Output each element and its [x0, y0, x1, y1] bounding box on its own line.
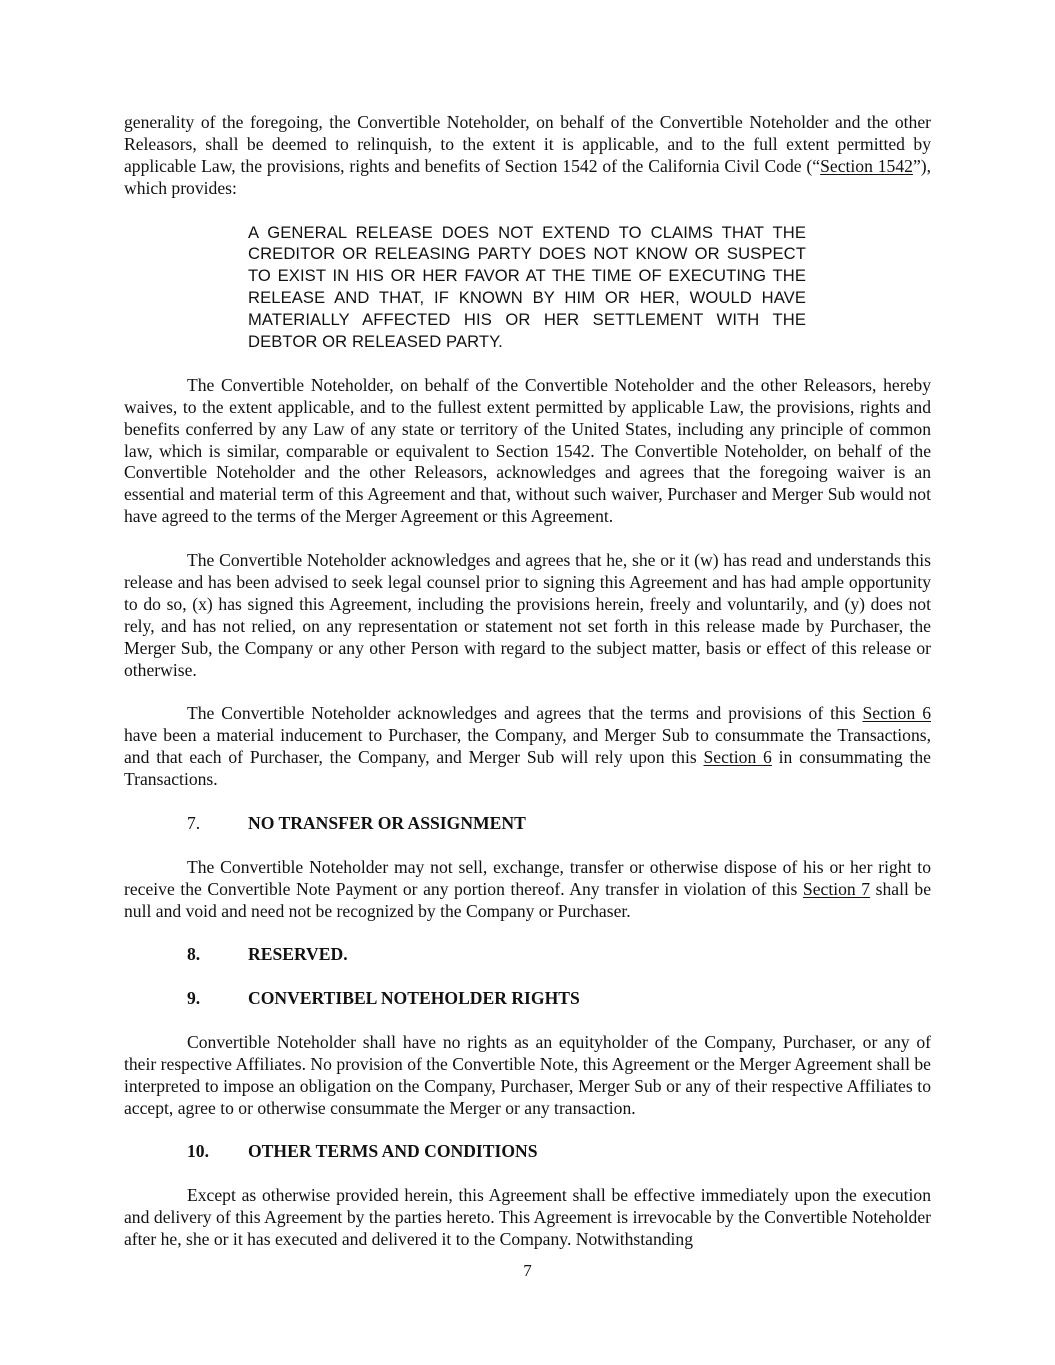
section-9-text: Convertible Noteholder shall have no rights as an equityholder of the Company, Purchaser, or any of their respective Affiliates. No provision of the Convertible Note, this Agreement or the Merger Agreement shall be interpreted to impose an obligation on the Company, Purchaser, Merger Sub or any of their respective Affiliates to accept, agree to or otherwise consummate the Merger or any transaction.: [124, 1031, 931, 1118]
section-10-text: Except as otherwise provided herein, this Agreement shall be effective immediately upon the execution and delivery of this Agreement by the parties hereto. This Agreement is irrevocable by the Convertible Noteholder after he, she or it has executed and delivered it to the Company. Notwithstanding: [124, 1185, 931, 1250]
section-7-text: The Convertible Noteholder may not sell, exchange, transfer or otherwise dispose of his or her right to receive the Convertible Note Payment or any portion thereof. Any transfer in violation of this Section 7 shall be null and void and need not be recognized by the Company or Purchaser.: [124, 856, 932, 921]
paragraph-intro: generality of the foregoing, the Convertible Noteholder, on behalf of the Convertible Noteholder and the other Releasors, shall be deemed to relinquish, to the extent it is applicable, and to the full extent permitted by applicable Law, the provisions, rights and benefits of Section 1542 of the California Civil Code (“Section 1542”), which provides:: [124, 112, 932, 198]
section-9-heading: 9. CONVERTIBEL NOTEHOLDER RIGHTS: [187, 988, 580, 1009]
block-quote-civil-code: A GENERAL RELEASE DOES NOT EXTEND TO CLAIMS THAT THE CREDITOR OR RELEASING PARTY DOES NOT KNOW OR SUSPECT TO EXIST IN HIS OR HER FAVOR AT THE TIME OF EXECUTING THE RELEASE AND THAT, IF KNOWN BY HIM OR HER, WOULD HAVE MATERIALLY AFFECTED HIS OR HER SETTLEMENT WITH THE DEBTOR OR RELEASED PARTY.: [248, 222, 806, 352]
section-6-reference: Section 6: [703, 747, 772, 768]
section-8-heading: 8. RESERVED.: [187, 944, 348, 965]
section-7-heading: 7. NO TRANSFER OR ASSIGNMENT: [187, 812, 526, 833]
document-page: [124, 112, 931, 1251]
page-number: 7: [523, 1261, 532, 1280]
section-7-reference: Section 7: [802, 878, 871, 899]
section-10-heading: 10. OTHER TERMS AND CONDITIONS: [187, 1141, 538, 1162]
paragraph-inducement: The Convertible Noteholder acknowledges and agrees that the terms and provisions of this Section 6 have been a material inducement to Purchaser, the Company, and Merger Sub to consummate the Transactions, and that each of Purchaser, the Company, and Merger Sub will rely upon this Section 6 in consummating the Transactions.: [124, 703, 931, 790]
paragraph-waiver: The Convertible Noteholder, on behalf of the Convertible Noteholder and the other Releasors, hereby waives, to the extent applicable, and to the fullest extent permitted by applicable Law, the provisions, rights and benefits conferred by any Law of any state or territory of the United States, including any principle of common law, which is similar, comparable or equivalent to Section 1542. The Convertible Noteholder, on behalf of the Convertible Noteholder and the other Releasors, acknowledges and agrees that the foregoing waiver is an essential and material term of this Agreement and that, without such waiver, Purchaser and Merger Sub would not have agreed to the terms of the Merger Agreement or this Agreement.: [124, 374, 931, 527]
section-1542-reference: Section 1542: [820, 155, 913, 176]
section-6-reference: Section 6: [862, 703, 931, 724]
paragraph-acknowledgement: The Convertible Noteholder acknowledges and agrees that he, she or it (w) has read and understands this release and has been advised to seek legal counsel prior to signing this Agreement and has had ample opportunity to do so, (x) has signed this Agreement, including the provisions herein, freely and voluntarily, and (y) does not rely, and has not relied, on any representation or statement not set forth in this release made by Purchaser, the Merger Sub, the Company or any other Person with regard to the subject matter, basis or effect of this release or otherwise.: [124, 550, 931, 680]
